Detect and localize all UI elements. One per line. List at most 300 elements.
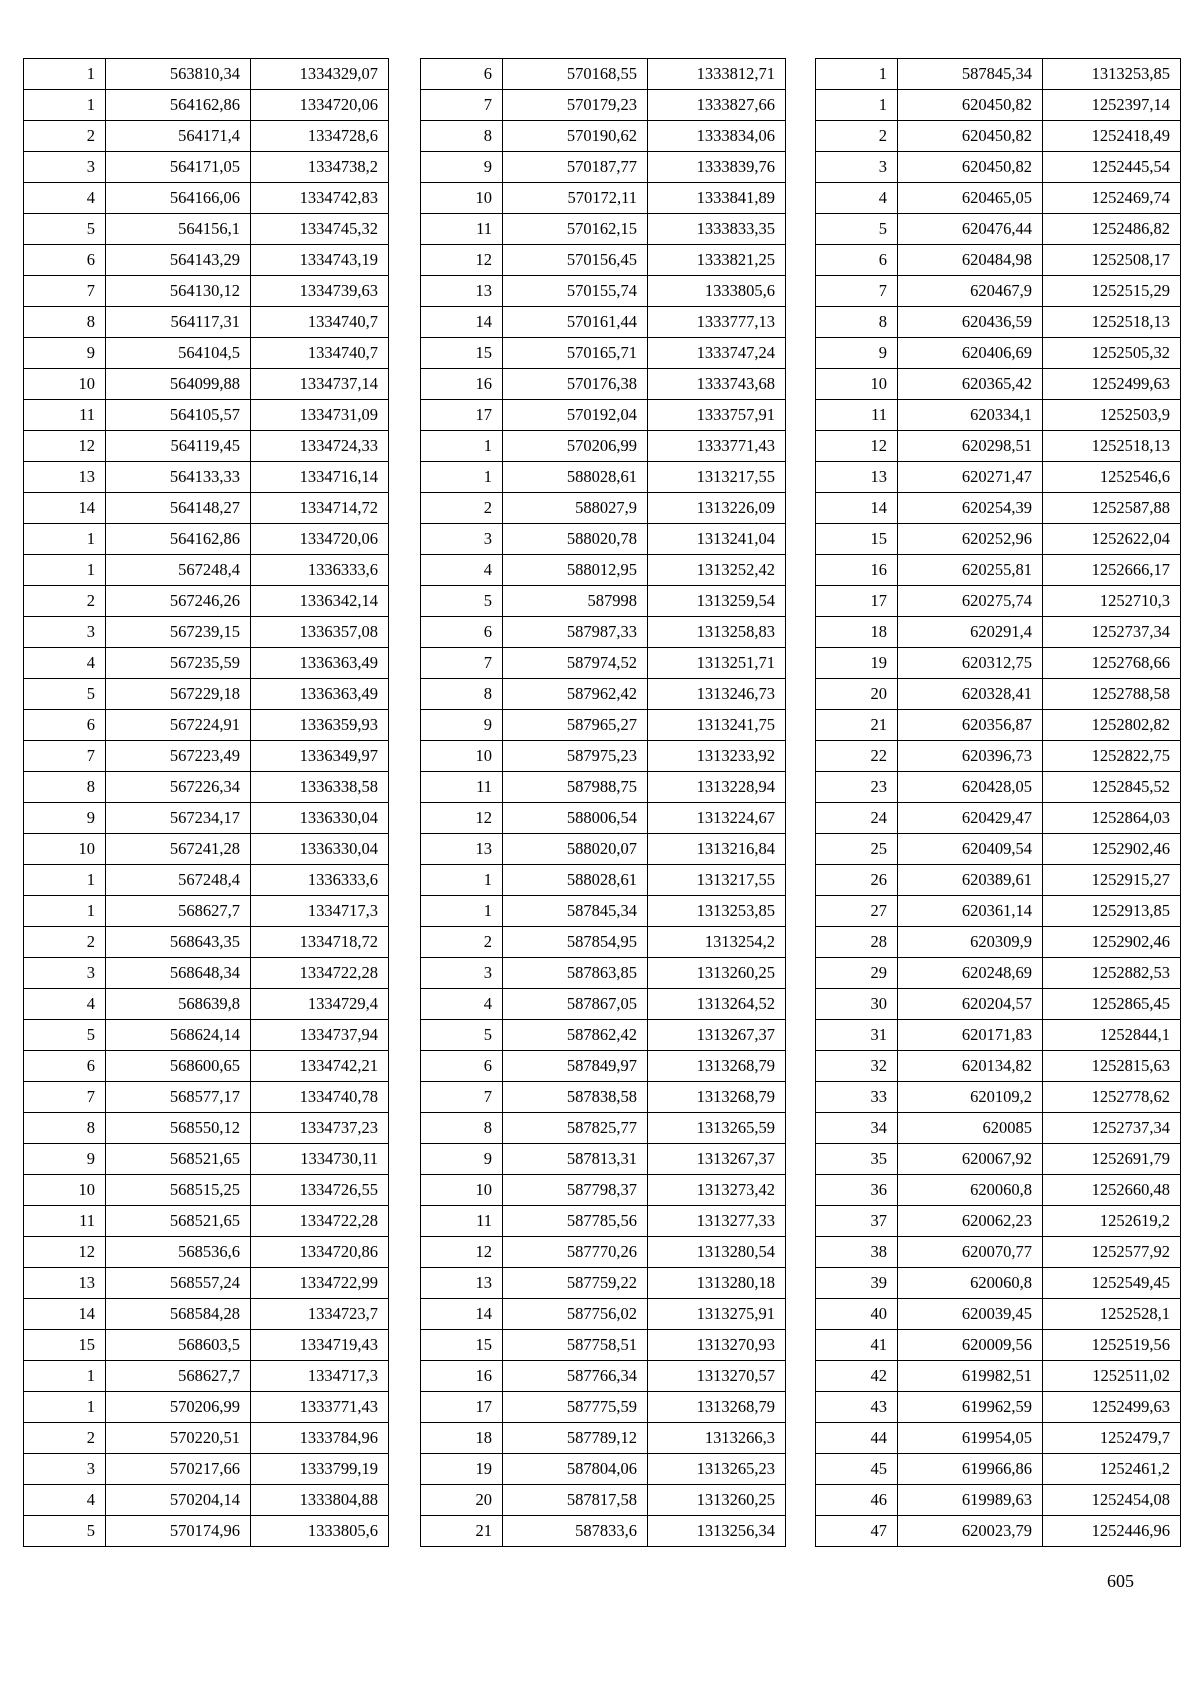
x-coordinate-cell: 564171,4 [106,121,251,152]
y-coordinate-cell: 1336349,97 [251,741,389,772]
x-coordinate-cell: 620204,57 [898,989,1043,1020]
x-coordinate-cell: 587817,58 [503,1485,648,1516]
table-row [24,1454,389,1485]
x-coordinate-cell: 620450,82 [898,121,1043,152]
table-row [421,1206,786,1237]
table-row [421,493,786,524]
point-number-cell: 13 [24,462,106,493]
table-row [816,617,1181,648]
y-coordinate-cell: 1252528,1 [1043,1299,1181,1330]
table-row [24,865,389,896]
x-coordinate-cell: 587988,75 [503,772,648,803]
x-coordinate-cell: 620255,81 [898,555,1043,586]
point-number-cell: 10 [421,1175,503,1206]
point-number-cell: 10 [816,369,898,400]
point-number-cell: 35 [816,1144,898,1175]
x-coordinate-cell: 567246,26 [106,586,251,617]
point-number-cell: 7 [421,648,503,679]
x-coordinate-cell: 619954,05 [898,1423,1043,1454]
table-row [816,462,1181,493]
point-number-cell: 9 [24,803,106,834]
x-coordinate-cell: 564130,12 [106,276,251,307]
x-coordinate-cell: 570162,15 [503,214,648,245]
table-row [816,648,1181,679]
point-number-cell: 8 [24,772,106,803]
x-coordinate-cell: 620298,51 [898,431,1043,462]
table-row [421,958,786,989]
table-row [24,1144,389,1175]
y-coordinate-cell: 1313217,55 [648,462,786,493]
y-coordinate-cell: 1313265,59 [648,1113,786,1144]
point-number-cell: 19 [421,1454,503,1485]
point-number-cell: 16 [421,369,503,400]
table-row [24,431,389,462]
point-number-cell: 5 [421,1020,503,1051]
point-number-cell: 43 [816,1392,898,1423]
point-number-cell: 10 [421,183,503,214]
y-coordinate-cell: 1252622,04 [1043,524,1181,555]
y-coordinate-cell: 1333827,66 [648,90,786,121]
point-number-cell: 10 [24,369,106,400]
table-row [24,555,389,586]
x-coordinate-cell: 620428,05 [898,772,1043,803]
point-number-cell: 6 [421,617,503,648]
point-number-cell: 3 [816,152,898,183]
y-coordinate-cell: 1252546,6 [1043,462,1181,493]
x-coordinate-cell: 620109,2 [898,1082,1043,1113]
point-number-cell: 20 [816,679,898,710]
y-coordinate-cell: 1333812,71 [648,59,786,90]
table-row [421,1268,786,1299]
y-coordinate-cell: 1334729,4 [251,989,389,1020]
table-row [421,431,786,462]
table-row [24,276,389,307]
point-number-cell: 6 [421,1051,503,1082]
point-number-cell: 25 [816,834,898,865]
x-coordinate-cell: 568643,35 [106,927,251,958]
point-number-cell: 3 [421,524,503,555]
point-number-cell: 2 [24,1423,106,1454]
point-number-cell: 7 [24,1082,106,1113]
x-coordinate-cell: 620356,87 [898,710,1043,741]
point-number-cell: 5 [421,586,503,617]
point-number-cell: 1 [24,865,106,896]
y-coordinate-cell: 1333771,43 [251,1392,389,1423]
y-coordinate-cell: 1313251,71 [648,648,786,679]
table-row [816,865,1181,896]
y-coordinate-cell: 1252508,17 [1043,245,1181,276]
y-coordinate-cell: 1252515,29 [1043,276,1181,307]
x-coordinate-cell: 567226,34 [106,772,251,803]
y-coordinate-cell: 1252418,49 [1043,121,1181,152]
table-row [816,679,1181,710]
y-coordinate-cell: 1334714,72 [251,493,389,524]
point-number-cell: 12 [421,803,503,834]
x-coordinate-cell: 587766,34 [503,1361,648,1392]
x-coordinate-cell: 620062,23 [898,1206,1043,1237]
x-coordinate-cell: 570187,77 [503,152,648,183]
point-number-cell: 42 [816,1361,898,1392]
table-row [24,1082,389,1113]
x-coordinate-cell: 564162,86 [106,524,251,555]
y-coordinate-cell: 1252865,45 [1043,989,1181,1020]
point-number-cell: 9 [24,1144,106,1175]
y-coordinate-cell: 1313266,3 [648,1423,786,1454]
y-coordinate-cell: 1333805,6 [251,1516,389,1547]
x-coordinate-cell: 620070,77 [898,1237,1043,1268]
point-number-cell: 2 [421,927,503,958]
point-number-cell: 10 [24,1175,106,1206]
y-coordinate-cell: 1334720,06 [251,524,389,555]
x-coordinate-cell: 620134,82 [898,1051,1043,1082]
y-coordinate-cell: 1313226,09 [648,493,786,524]
point-number-cell: 36 [816,1175,898,1206]
x-coordinate-cell: 620039,45 [898,1299,1043,1330]
table-row [421,617,786,648]
point-number-cell: 1 [24,555,106,586]
table-row [816,803,1181,834]
point-number-cell: 15 [421,1330,503,1361]
table-row [24,214,389,245]
point-number-cell: 10 [421,741,503,772]
x-coordinate-cell: 587974,52 [503,648,648,679]
point-number-cell: 27 [816,896,898,927]
point-number-cell: 15 [24,1330,106,1361]
table-row [816,1330,1181,1361]
x-coordinate-cell: 568550,12 [106,1113,251,1144]
x-coordinate-cell: 620067,92 [898,1144,1043,1175]
x-coordinate-cell: 570204,14 [106,1485,251,1516]
point-number-cell: 46 [816,1485,898,1516]
x-coordinate-cell: 620271,47 [898,462,1043,493]
y-coordinate-cell: 1313265,23 [648,1454,786,1485]
x-coordinate-cell: 587775,59 [503,1392,648,1423]
table-row [421,338,786,369]
point-number-cell: 6 [24,710,106,741]
point-number-cell: 7 [816,276,898,307]
x-coordinate-cell: 587785,56 [503,1206,648,1237]
point-number-cell: 5 [24,1020,106,1051]
x-coordinate-cell: 619966,86 [898,1454,1043,1485]
table-row [816,183,1181,214]
table-row [24,183,389,214]
y-coordinate-cell: 1313267,37 [648,1020,786,1051]
y-coordinate-cell: 1334722,99 [251,1268,389,1299]
x-coordinate-cell: 570192,04 [503,400,648,431]
y-coordinate-cell: 1252499,63 [1043,1392,1181,1423]
table-row [816,1082,1181,1113]
table-row [24,1392,389,1423]
point-number-cell: 18 [816,617,898,648]
table-row [816,214,1181,245]
y-coordinate-cell: 1252445,54 [1043,152,1181,183]
y-coordinate-cell: 1333784,96 [251,1423,389,1454]
point-number-cell: 8 [24,307,106,338]
point-number-cell: 7 [421,90,503,121]
table-row [421,1144,786,1175]
y-coordinate-cell: 1313258,83 [648,617,786,648]
table-row [421,896,786,927]
table-row [421,834,786,865]
table-row [421,369,786,400]
table-row [421,214,786,245]
table-row [24,741,389,772]
point-number-cell: 16 [816,555,898,586]
x-coordinate-cell: 567223,49 [106,741,251,772]
table-row [24,927,389,958]
table-row [816,772,1181,803]
x-coordinate-cell: 564166,06 [106,183,251,214]
y-coordinate-cell: 1334742,21 [251,1051,389,1082]
x-coordinate-cell: 587862,42 [503,1020,648,1051]
point-number-cell: 45 [816,1454,898,1485]
x-coordinate-cell: 563810,34 [106,59,251,90]
y-coordinate-cell: 1313256,34 [648,1516,786,1547]
table-row [24,462,389,493]
x-coordinate-cell: 620365,42 [898,369,1043,400]
table-row [816,276,1181,307]
point-number-cell: 6 [24,245,106,276]
x-coordinate-cell: 587833,6 [503,1516,648,1547]
point-number-cell: 29 [816,958,898,989]
y-coordinate-cell: 1252737,34 [1043,1113,1181,1144]
y-coordinate-cell: 1252788,58 [1043,679,1181,710]
x-coordinate-cell: 570174,96 [106,1516,251,1547]
y-coordinate-cell: 1336359,93 [251,710,389,741]
point-number-cell: 20 [421,1485,503,1516]
x-coordinate-cell: 620334,1 [898,400,1043,431]
point-number-cell: 31 [816,1020,898,1051]
point-number-cell: 12 [816,431,898,462]
x-coordinate-cell: 568557,24 [106,1268,251,1299]
x-coordinate-cell: 588012,95 [503,555,648,586]
table-row [421,555,786,586]
table-row [816,338,1181,369]
y-coordinate-cell: 1313259,54 [648,586,786,617]
point-number-cell: 9 [421,152,503,183]
x-coordinate-cell: 568600,65 [106,1051,251,1082]
y-coordinate-cell: 1252822,75 [1043,741,1181,772]
point-number-cell: 13 [24,1268,106,1299]
y-coordinate-cell: 1252660,48 [1043,1175,1181,1206]
y-coordinate-cell: 1252691,79 [1043,1144,1181,1175]
x-coordinate-cell: 587838,58 [503,1082,648,1113]
table-row [24,1237,389,1268]
y-coordinate-cell: 1313241,75 [648,710,786,741]
y-coordinate-cell: 1313260,25 [648,958,786,989]
table-row [24,617,389,648]
x-coordinate-cell: 620409,54 [898,834,1043,865]
y-coordinate-cell: 1313260,25 [648,1485,786,1516]
x-coordinate-cell: 587845,34 [898,59,1043,90]
y-coordinate-cell: 1313246,73 [648,679,786,710]
point-number-cell: 4 [421,989,503,1020]
y-coordinate-cell: 1336363,49 [251,679,389,710]
table-row [24,896,389,927]
x-coordinate-cell: 620476,44 [898,214,1043,245]
x-coordinate-cell: 570217,66 [106,1454,251,1485]
x-coordinate-cell: 570206,99 [106,1392,251,1423]
y-coordinate-cell: 1252902,46 [1043,927,1181,958]
y-coordinate-cell: 1252511,02 [1043,1361,1181,1392]
table-row [816,1268,1181,1299]
y-coordinate-cell: 1313264,52 [648,989,786,1020]
y-coordinate-cell: 1252518,13 [1043,431,1181,462]
table-row [24,834,389,865]
x-coordinate-cell: 570176,38 [503,369,648,400]
x-coordinate-cell: 620429,47 [898,803,1043,834]
x-coordinate-cell: 568603,5 [106,1330,251,1361]
y-coordinate-cell: 1334726,55 [251,1175,389,1206]
table-row [24,1175,389,1206]
x-coordinate-cell: 567224,91 [106,710,251,741]
point-number-cell: 1 [421,865,503,896]
y-coordinate-cell: 1252518,13 [1043,307,1181,338]
x-coordinate-cell: 568627,7 [106,1361,251,1392]
table-row [421,927,786,958]
point-number-cell: 3 [24,617,106,648]
table-row [816,1423,1181,1454]
table-row [421,400,786,431]
table-row [816,710,1181,741]
y-coordinate-cell: 1336333,6 [251,555,389,586]
y-coordinate-cell: 1313253,85 [648,896,786,927]
table-row [816,1144,1181,1175]
y-coordinate-cell: 1313275,91 [648,1299,786,1330]
x-coordinate-cell: 570161,44 [503,307,648,338]
y-coordinate-cell: 1333799,19 [251,1454,389,1485]
x-coordinate-cell: 619989,63 [898,1485,1043,1516]
table-row [421,59,786,90]
table-row [816,1361,1181,1392]
x-coordinate-cell: 567248,4 [106,865,251,896]
table-row [24,1330,389,1361]
point-number-cell: 1 [421,431,503,462]
point-number-cell: 1 [24,524,106,555]
point-number-cell: 6 [421,59,503,90]
y-coordinate-cell: 1333777,13 [648,307,786,338]
point-number-cell: 12 [421,1237,503,1268]
x-coordinate-cell: 568639,8 [106,989,251,1020]
point-number-cell: 13 [816,462,898,493]
table-row [24,586,389,617]
x-coordinate-cell: 570190,62 [503,121,648,152]
y-coordinate-cell: 1334722,28 [251,1206,389,1237]
table-row [421,307,786,338]
x-coordinate-cell: 570165,71 [503,338,648,369]
x-coordinate-cell: 587758,51 [503,1330,648,1361]
x-coordinate-cell: 588028,61 [503,865,648,896]
x-coordinate-cell: 620254,39 [898,493,1043,524]
x-coordinate-cell: 568627,7 [106,896,251,927]
y-coordinate-cell: 1334718,72 [251,927,389,958]
point-number-cell: 7 [24,276,106,307]
table-row [816,431,1181,462]
y-coordinate-cell: 1252778,62 [1043,1082,1181,1113]
table-row [24,152,389,183]
point-number-cell: 12 [24,431,106,462]
coordinate-tables [23,58,1181,1584]
x-coordinate-cell: 567234,17 [106,803,251,834]
y-coordinate-cell: 1334723,7 [251,1299,389,1330]
table-row [24,1020,389,1051]
x-coordinate-cell: 587789,12 [503,1423,648,1454]
point-number-cell: 33 [816,1082,898,1113]
y-coordinate-cell: 1334730,11 [251,1144,389,1175]
y-coordinate-cell: 1313224,67 [648,803,786,834]
point-number-cell: 4 [24,648,106,679]
point-number-cell: 22 [816,741,898,772]
x-coordinate-cell: 568536,6 [106,1237,251,1268]
x-coordinate-cell: 568577,17 [106,1082,251,1113]
y-coordinate-cell: 1334720,06 [251,90,389,121]
y-coordinate-cell: 1313268,79 [648,1082,786,1113]
y-coordinate-cell: 1334731,09 [251,400,389,431]
point-number-cell: 3 [421,958,503,989]
table-row [816,1485,1181,1516]
table-row [816,1051,1181,1082]
point-number-cell: 1 [24,1361,106,1392]
y-coordinate-cell: 1334716,14 [251,462,389,493]
y-coordinate-cell: 1313268,79 [648,1051,786,1082]
y-coordinate-cell: 1333805,6 [648,276,786,307]
y-coordinate-cell: 1333833,35 [648,214,786,245]
y-coordinate-cell: 1336330,04 [251,834,389,865]
y-coordinate-cell: 1252619,2 [1043,1206,1181,1237]
table-row [24,338,389,369]
table-row [24,90,389,121]
x-coordinate-cell: 564156,1 [106,214,251,245]
point-number-cell: 3 [24,152,106,183]
point-number-cell: 21 [816,710,898,741]
x-coordinate-cell: 564105,57 [106,400,251,431]
y-coordinate-cell: 1252902,46 [1043,834,1181,865]
point-number-cell: 7 [24,741,106,772]
point-number-cell: 2 [816,121,898,152]
point-number-cell: 2 [421,493,503,524]
y-coordinate-cell: 1334724,33 [251,431,389,462]
y-coordinate-cell: 1334720,86 [251,1237,389,1268]
y-coordinate-cell: 1252864,03 [1043,803,1181,834]
y-coordinate-cell: 1313233,92 [648,741,786,772]
x-coordinate-cell: 620248,69 [898,958,1043,989]
y-coordinate-cell: 1252519,56 [1043,1330,1181,1361]
table-row [24,121,389,152]
table-row [421,1516,786,1547]
table-row [24,648,389,679]
table-row [421,276,786,307]
point-number-cell: 9 [816,338,898,369]
y-coordinate-cell: 1333771,43 [648,431,786,462]
point-number-cell: 15 [816,524,898,555]
table-row [816,1516,1181,1547]
x-coordinate-cell: 620291,4 [898,617,1043,648]
table-row [816,1113,1181,1144]
table-row [816,834,1181,865]
point-number-cell: 12 [24,1237,106,1268]
x-coordinate-cell: 620389,61 [898,865,1043,896]
point-number-cell: 1 [24,896,106,927]
y-coordinate-cell: 1252505,32 [1043,338,1181,369]
table-row [816,90,1181,121]
x-coordinate-cell: 620465,05 [898,183,1043,214]
x-coordinate-cell: 620085 [898,1113,1043,1144]
table-row [24,1485,389,1516]
table-row [421,1361,786,1392]
x-coordinate-cell: 564143,29 [106,245,251,276]
y-coordinate-cell: 1252882,53 [1043,958,1181,989]
point-number-cell: 8 [816,307,898,338]
